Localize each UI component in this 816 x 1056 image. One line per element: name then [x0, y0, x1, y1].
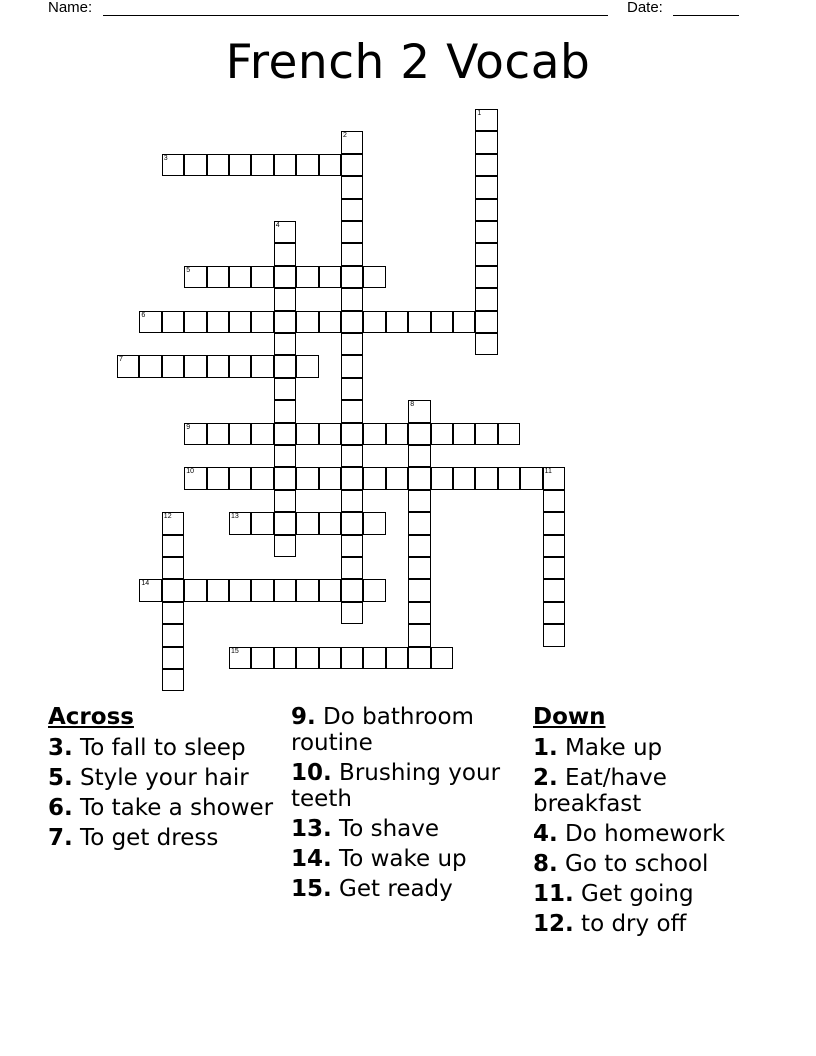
grid-cell[interactable] [341, 579, 363, 601]
grid-cell[interactable] [184, 154, 206, 176]
grid-cell[interactable] [229, 154, 251, 176]
grid-cell[interactable] [162, 669, 184, 691]
grid-cell[interactable] [184, 355, 206, 377]
clue-text: to dry off [573, 911, 687, 937]
grid-cell[interactable] [363, 423, 385, 445]
clue-number: 8. [533, 851, 558, 877]
clue-text: To fall to sleep [72, 735, 246, 761]
grid-cell[interactable] [229, 512, 251, 534]
clue-text: Do homework [557, 821, 726, 847]
grid-cell[interactable] [162, 311, 184, 333]
grid-cell[interactable] [341, 602, 363, 624]
grid-cell[interactable] [251, 423, 273, 445]
grid-cell[interactable] [520, 467, 542, 489]
grid-cell[interactable] [341, 288, 363, 310]
clue-number: 14 [141, 580, 150, 588]
grid-cell[interactable] [251, 467, 273, 489]
grid-cell[interactable] [341, 333, 363, 355]
grid-cell[interactable] [162, 624, 184, 646]
grid-cell[interactable] [363, 512, 385, 534]
grid-cell[interactable] [475, 109, 497, 131]
clue-item [533, 735, 763, 761]
grid-cell[interactable] [251, 154, 273, 176]
grid-cell[interactable] [274, 311, 296, 333]
grid-cell[interactable] [543, 624, 565, 646]
grid-cell[interactable] [229, 355, 251, 377]
grid-cell[interactable] [475, 199, 497, 221]
clue-number: 9 [186, 423, 191, 431]
grid-cell[interactable] [341, 131, 363, 153]
clue-item [291, 704, 521, 756]
grid-cell[interactable] [274, 423, 296, 445]
grid-cell[interactable] [207, 355, 229, 377]
grid-cell[interactable] [363, 311, 385, 333]
grid-cell[interactable] [184, 311, 206, 333]
grid-cell[interactable] [498, 467, 520, 489]
grid-cell[interactable] [543, 512, 565, 534]
grid-cell[interactable] [341, 535, 363, 557]
grid-cell[interactable] [341, 221, 363, 243]
clue-text: Make up [557, 735, 663, 761]
grid-cell[interactable] [475, 311, 497, 333]
grid-cell[interactable] [162, 557, 184, 579]
grid-cell[interactable] [296, 579, 318, 601]
clue-number: 4 [275, 222, 280, 229]
clue-number: 11. [533, 881, 574, 907]
clue-number: 10 [186, 468, 194, 476]
grid-cell[interactable] [274, 243, 296, 265]
grid-cell[interactable] [296, 423, 318, 445]
grid-cell[interactable] [162, 535, 184, 557]
grid-cell[interactable] [296, 266, 318, 288]
grid-cell[interactable] [341, 176, 363, 198]
grid-cell[interactable] [408, 467, 430, 489]
page-title: French 2 Vocab [225, 35, 591, 90]
grid-cell[interactable] [341, 378, 363, 400]
clue-item [48, 735, 278, 761]
grid-cell[interactable] [296, 311, 318, 333]
grid-cell[interactable] [319, 647, 341, 669]
grid-cell[interactable] [319, 154, 341, 176]
clue-number: 13. [291, 816, 332, 842]
grid-cell[interactable] [341, 355, 363, 377]
grid-cell[interactable] [184, 579, 206, 601]
grid-cell[interactable] [229, 423, 251, 445]
clue-number: 12. [533, 911, 574, 937]
grid-cell[interactable] [453, 467, 475, 489]
down-heading: Down [533, 704, 606, 730]
clue-number: 6. [48, 795, 73, 821]
clue-text: To wake up [331, 846, 467, 872]
clue-number: 5. [48, 765, 73, 791]
clue-number: 15. [291, 876, 332, 902]
grid-cell[interactable] [296, 467, 318, 489]
grid-cell[interactable] [162, 647, 184, 669]
grid-cell[interactable] [475, 221, 497, 243]
across-clues-column-2 [291, 704, 521, 906]
grid-cell[interactable] [543, 602, 565, 624]
grid-cell[interactable] [431, 467, 453, 489]
clue-number: 6 [141, 311, 146, 319]
clue-number: 3 [163, 154, 168, 162]
grid-cell[interactable] [386, 423, 408, 445]
grid-cell[interactable] [475, 467, 497, 489]
grid-cell[interactable] [319, 311, 341, 333]
grid-cell[interactable] [139, 579, 161, 601]
grid-cell[interactable] [408, 512, 430, 534]
grid-cell[interactable] [139, 311, 161, 333]
grid-cell[interactable] [341, 266, 363, 288]
grid-cell[interactable] [543, 467, 565, 489]
grid-cell[interactable] [475, 288, 497, 310]
clue-number: 10. [291, 760, 332, 786]
grid-cell[interactable] [274, 333, 296, 355]
grid-cell[interactable] [341, 512, 363, 534]
grid-cell[interactable] [296, 154, 318, 176]
grid-cell[interactable] [431, 423, 453, 445]
clue-number: 13 [231, 513, 239, 521]
clue-text: Go to school [557, 851, 709, 877]
grid-cell[interactable] [431, 647, 453, 669]
grid-cell[interactable] [229, 311, 251, 333]
grid-cell[interactable] [162, 154, 184, 176]
grid-cell[interactable] [251, 311, 273, 333]
grid-cell[interactable] [341, 400, 363, 422]
grid-cell[interactable] [341, 490, 363, 512]
grid-cell[interactable] [274, 467, 296, 489]
grid-cell[interactable] [184, 423, 206, 445]
grid-cell[interactable] [341, 445, 363, 467]
clue-number: 14. [291, 846, 332, 872]
grid-cell[interactable] [162, 579, 184, 601]
grid-cell[interactable] [229, 467, 251, 489]
grid-cell[interactable] [543, 490, 565, 512]
clue-item [48, 765, 278, 791]
clue-number: 2 [343, 132, 347, 140]
grid-cell[interactable] [274, 355, 296, 377]
grid-cell[interactable] [363, 647, 385, 669]
grid-cell[interactable] [251, 266, 273, 288]
grid-cell[interactable] [229, 579, 251, 601]
grid-cell[interactable] [341, 199, 363, 221]
clue-text: Eat/have breakfast [533, 765, 667, 817]
grid-cell[interactable] [139, 355, 161, 377]
grid-cell[interactable] [274, 512, 296, 534]
grid-cell[interactable] [408, 423, 430, 445]
clue-number: 1. [533, 735, 558, 761]
grid-cell[interactable] [475, 243, 497, 265]
grid-cell[interactable] [319, 467, 341, 489]
grid-cell[interactable] [475, 176, 497, 198]
grid-cell[interactable] [274, 378, 296, 400]
grid-cell[interactable] [274, 221, 296, 243]
clue-text: Do bathroom routine [291, 704, 474, 756]
grid-cell[interactable] [363, 579, 385, 601]
grid-cell[interactable] [184, 266, 206, 288]
grid-cell[interactable] [386, 311, 408, 333]
grid-cell[interactable] [408, 535, 430, 557]
grid-cell[interactable] [543, 535, 565, 557]
grid-cell[interactable] [274, 445, 296, 467]
grid-cell[interactable] [363, 266, 385, 288]
grid-cell[interactable] [274, 288, 296, 310]
grid-cell[interactable] [296, 647, 318, 669]
grid-cell[interactable] [498, 423, 520, 445]
grid-cell[interactable] [408, 647, 430, 669]
clue-number: 15 [231, 647, 239, 655]
grid-cell[interactable] [431, 311, 453, 333]
grid-cell[interactable] [453, 311, 475, 333]
grid-cell[interactable] [274, 266, 296, 288]
grid-cell[interactable] [184, 467, 206, 489]
grid-cell[interactable] [543, 579, 565, 601]
grid-cell[interactable] [251, 647, 273, 669]
clue-item [533, 821, 763, 847]
grid-cell[interactable] [363, 467, 385, 489]
name-label: Name: [48, 0, 93, 16]
grid-cell[interactable] [117, 355, 139, 377]
grid-cell[interactable] [408, 557, 430, 579]
grid-cell[interactable] [475, 333, 497, 355]
clue-number: 5 [186, 266, 191, 274]
clue-number: 11 [544, 468, 552, 476]
grid-cell[interactable] [319, 423, 341, 445]
grid-cell[interactable] [251, 512, 273, 534]
grid-cell[interactable] [229, 266, 251, 288]
clue-number: 9. [291, 704, 316, 730]
clue-number: 1 [477, 110, 482, 117]
grid-cell[interactable] [408, 490, 430, 512]
across-clues-column-1 [48, 704, 278, 855]
grid-cell[interactable] [386, 647, 408, 669]
clue-text: To take a shower [72, 795, 274, 821]
grid-cell[interactable] [341, 423, 363, 445]
grid-cell[interactable] [319, 512, 341, 534]
date-label: Date: [627, 0, 663, 16]
grid-cell[interactable] [341, 557, 363, 579]
grid-cell[interactable] [274, 535, 296, 557]
grid-cell[interactable] [408, 624, 430, 646]
grid-cell[interactable] [386, 467, 408, 489]
clue-item [291, 846, 521, 872]
grid-cell[interactable] [162, 602, 184, 624]
grid-cell[interactable] [475, 131, 497, 153]
grid-cell[interactable] [341, 647, 363, 669]
grid-cell[interactable] [207, 154, 229, 176]
grid-cell[interactable] [274, 400, 296, 422]
clue-item [291, 876, 521, 902]
grid-cell[interactable] [475, 423, 497, 445]
grid-cell[interactable] [162, 512, 184, 534]
clue-number: 7 [119, 356, 123, 364]
clue-number: 7. [48, 825, 73, 851]
clue-text: Get ready [331, 876, 453, 902]
clue-text: To get dress [72, 825, 219, 851]
grid-cell[interactable] [408, 602, 430, 624]
clue-item [291, 816, 521, 842]
grid-cell[interactable] [207, 467, 229, 489]
clue-number: 12 [163, 513, 172, 521]
grid-cell[interactable] [408, 445, 430, 467]
down-clues-column [533, 704, 763, 941]
clue-number: 8 [410, 401, 415, 409]
grid-cell[interactable] [274, 154, 296, 176]
grid-cell[interactable] [162, 355, 184, 377]
clue-number: 2. [533, 765, 558, 791]
grid-cell[interactable] [207, 266, 229, 288]
clue-text: Style your hair [72, 765, 249, 791]
clue-number: 4. [533, 821, 558, 847]
grid-cell[interactable] [274, 647, 296, 669]
grid-cell[interactable] [207, 579, 229, 601]
grid-cell[interactable] [274, 490, 296, 512]
grid-cell[interactable] [453, 423, 475, 445]
clue-text: To shave [331, 816, 440, 842]
grid-cell[interactable] [274, 579, 296, 601]
clue-text: Get going [573, 881, 694, 907]
grid-cell[interactable] [408, 579, 430, 601]
clue-item [533, 911, 763, 937]
grid-cell[interactable] [341, 311, 363, 333]
grid-cell[interactable] [296, 512, 318, 534]
grid-cell[interactable] [251, 579, 273, 601]
clue-item [533, 765, 763, 817]
grid-cell[interactable] [408, 400, 430, 422]
across-heading: Across [48, 704, 134, 730]
clue-text: Brushing your teeth [291, 760, 501, 812]
grid-cell[interactable] [543, 557, 565, 579]
grid-cell[interactable] [319, 266, 341, 288]
grid-cell[interactable] [341, 467, 363, 489]
clue-number: 3. [48, 735, 73, 761]
grid-cell[interactable] [341, 154, 363, 176]
grid-cell[interactable] [229, 647, 251, 669]
grid-cell[interactable] [341, 243, 363, 265]
clue-item [48, 795, 278, 821]
grid-cell[interactable] [475, 154, 497, 176]
clue-item [48, 825, 278, 851]
clue-item [291, 760, 521, 812]
grid-cell[interactable] [475, 266, 497, 288]
clue-item [533, 851, 763, 877]
grid-cell[interactable] [207, 423, 229, 445]
clue-item [533, 881, 763, 907]
grid-cell[interactable] [251, 355, 273, 377]
grid-cell[interactable] [207, 311, 229, 333]
grid-cell[interactable] [319, 579, 341, 601]
grid-cell[interactable] [296, 355, 318, 377]
grid-cell[interactable] [408, 311, 430, 333]
